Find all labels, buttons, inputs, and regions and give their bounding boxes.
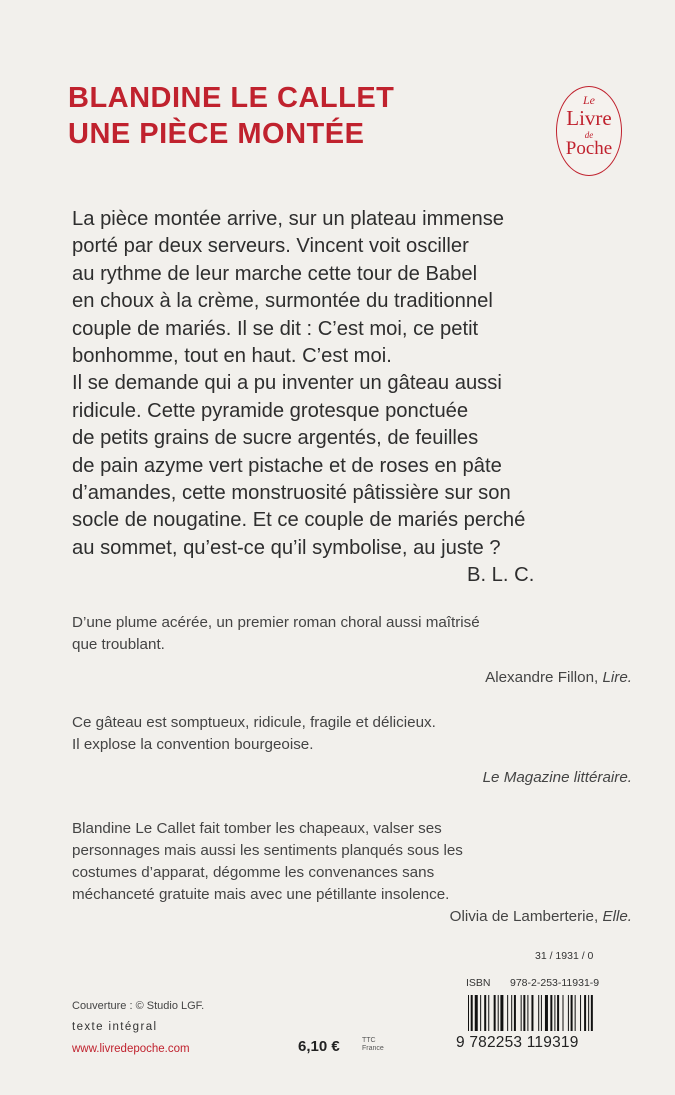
price-note-ttc: TTC bbox=[362, 1037, 376, 1044]
review-line: Ce gâteau est somptueux, ridicule, fragile et délicieux. bbox=[72, 714, 436, 731]
price: 6,10 € bbox=[298, 1038, 340, 1055]
blurb-line: au sommet, qu’est-ce qu’il symbolise, au juste ? bbox=[72, 536, 501, 559]
review-line: personnages mais aussi les sentiments planqués sous les bbox=[72, 842, 463, 859]
review-line: Blandine Le Callet fait tomber les chapeaux, valser ses bbox=[72, 820, 442, 837]
logo-poche: Poche bbox=[565, 138, 613, 159]
review-author: Olivia de Lamberterie, bbox=[449, 908, 603, 925]
review-publication: Elle. bbox=[602, 908, 632, 925]
blurb-line: Il se demande qui a pu inventer un gâteau aussi bbox=[72, 372, 502, 395]
blurb-line: La pièce montée arrive, sur un plateau immense bbox=[72, 208, 505, 230]
blurb-line: bonhomme, tout en haut. C’est moi. bbox=[72, 345, 392, 368]
blurb-line: en choux à la crème, surmontée du traditionnel bbox=[72, 290, 493, 313]
book-blurb bbox=[72, 206, 632, 590]
barcode-digits: 9 782253 119319 bbox=[456, 1034, 579, 1051]
price-note-country: France bbox=[362, 1045, 384, 1052]
review-source bbox=[72, 906, 632, 928]
blurb-line: couple de mariés. Il se dit : C’est moi, ce petit bbox=[72, 317, 479, 340]
edition-label: texte intégral bbox=[72, 1021, 158, 1033]
book-title: UNE PIÈCE MONTÉE bbox=[68, 118, 365, 150]
review-line: Il explose la convention bourgeoise. bbox=[72, 736, 314, 753]
blurb-line: de pain azyme vert pistache et de roses en pâte bbox=[72, 454, 502, 477]
blurb-line: de petits grains de sucre argentés, de feuilles bbox=[72, 427, 479, 450]
cover-credit: Couverture : © Studio LGF. bbox=[72, 1000, 205, 1012]
blurb-line: au rythme de leur marche cette tour de Babel bbox=[72, 262, 478, 285]
review-source bbox=[72, 767, 632, 789]
publisher-logo bbox=[556, 86, 622, 176]
review-quote bbox=[72, 712, 632, 789]
review-publication: Lire. bbox=[602, 669, 632, 686]
logo-de: de bbox=[584, 130, 594, 140]
review-quote bbox=[72, 818, 632, 928]
review-author: Alexandre Fillon, bbox=[485, 669, 603, 686]
isbn-line bbox=[466, 977, 600, 989]
review-line: que troublant. bbox=[72, 636, 165, 653]
review-quote bbox=[72, 612, 632, 689]
review-line: costumes d’apparat, dégomme les convenances sans bbox=[72, 864, 435, 881]
review-line: D’une plume acérée, un premier roman choral aussi maîtrisé bbox=[72, 614, 480, 631]
isbn-label: ISBN bbox=[466, 977, 491, 989]
blurb-line: ridicule. Cette pyramide grotesque ponctuée bbox=[72, 399, 469, 422]
blurb-line: socle de nougatine. Et ce couple de mariés perché bbox=[72, 509, 526, 532]
publisher-website[interactable]: www.livredepoche.com bbox=[72, 1043, 190, 1055]
logo-livre: Livre bbox=[566, 106, 612, 130]
blurb-line: porté par deux serveurs. Vincent voit osciller bbox=[72, 235, 469, 258]
review-line: méchanceté gratuite mais avec une pétillante insolence. bbox=[72, 886, 450, 903]
logo-le: Le bbox=[583, 93, 595, 107]
review-publication: Le Magazine littéraire. bbox=[482, 769, 632, 786]
blurb-signature: B. L. C. bbox=[467, 564, 535, 587]
author-name: BLANDINE LE CALLET bbox=[68, 82, 395, 114]
isbn-number: 978-2-253-11931-9 bbox=[510, 977, 600, 989]
price-note bbox=[362, 1037, 384, 1053]
catalog-number: 31 / 1931 / 0 bbox=[535, 950, 594, 962]
blurb-line: d’amandes, cette monstruosité pâtissière sur son bbox=[72, 482, 511, 505]
barcode bbox=[468, 995, 630, 1031]
review-source bbox=[72, 667, 632, 689]
